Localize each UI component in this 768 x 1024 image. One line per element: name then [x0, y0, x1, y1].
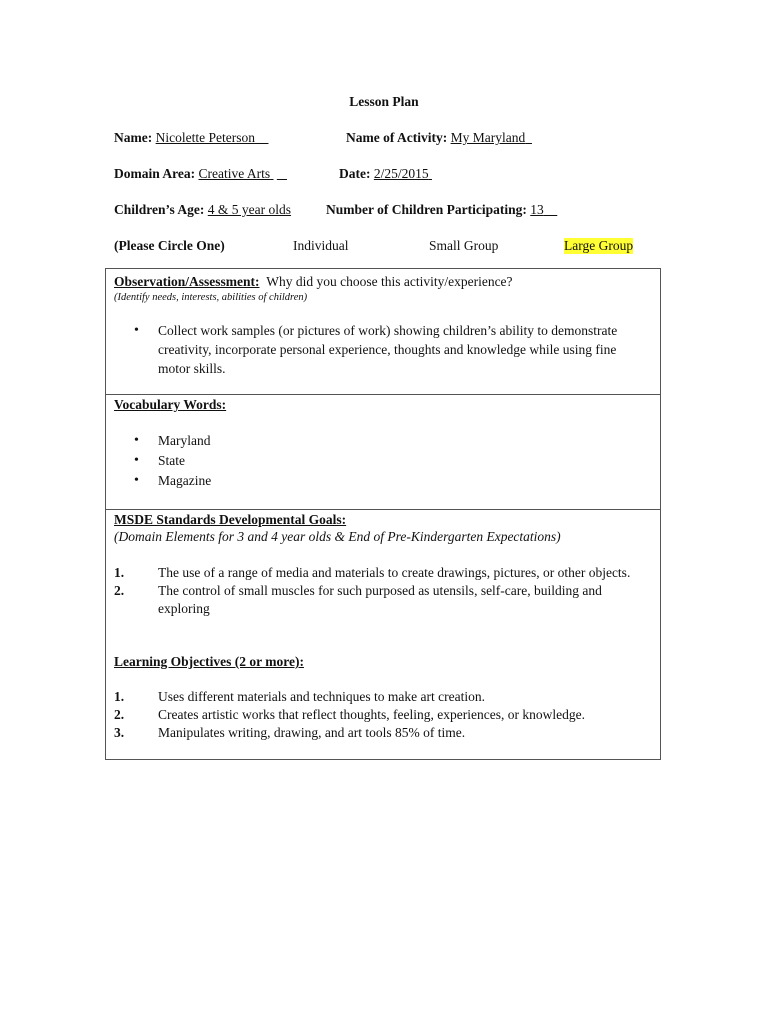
objective-text: Creates artistic works that reflect thoughts, feeling, experiences, or knowledge. [158, 707, 585, 722]
vocabulary-word: • Magazine [130, 471, 652, 491]
goal-text: The use of a range of media and materials to create drawings, pictures, or other objects. [158, 565, 631, 580]
objective-number: 3. [114, 725, 125, 740]
vocabulary-section [105, 394, 661, 510]
objective-text: Manipulates writing, drawing, and art tools 85% of time. [158, 725, 466, 740]
objective-item [114, 724, 652, 742]
objective-number: 1. [114, 689, 125, 704]
name-value: Nicolette Peterson [155, 130, 255, 145]
objectives-heading: Learning Objectives (2 or more): [114, 654, 304, 669]
vocabulary-word: • State [130, 451, 652, 471]
count-value: 13 [530, 202, 544, 217]
objectives-list [114, 688, 652, 742]
objective-number: 2. [114, 707, 125, 722]
observation-section [105, 268, 661, 395]
observation-list [130, 321, 650, 378]
goal-number: 2. [114, 583, 125, 598]
name-row [114, 130, 268, 146]
age-label: Children’s Age: [114, 202, 205, 217]
observation-heading: Observation/Assessment: [114, 274, 260, 289]
date-value: 2/25/2015 [373, 166, 429, 181]
goal-item [114, 582, 652, 618]
domain-row [114, 166, 287, 182]
vocabulary-list [130, 431, 652, 491]
observation-note: (Identify needs, interests, abilities of children) [114, 292, 308, 303]
standards-heading: MSDE Standards Developmental Goals: [114, 512, 347, 527]
standards-subheading: (Domain Elements for 3 and 4 year olds & End of Pre-Kindergarten Expectations) [114, 529, 561, 544]
count-label: Number of Children Participating: [326, 202, 527, 217]
standards-section [105, 509, 661, 760]
page-title: Lesson Plan [349, 94, 419, 109]
observation-question: Why did you choose this activity/experience? [266, 274, 513, 289]
goals-list [114, 564, 652, 618]
circle-label: (Please Circle One) [114, 238, 225, 253]
age-row [114, 202, 291, 218]
vocabulary-word: • Maryland [130, 431, 652, 451]
goal-number: 1. [114, 565, 125, 580]
option-individual: Individual [293, 238, 349, 253]
circle-row [114, 238, 225, 254]
objective-item [114, 706, 652, 724]
goal-text: The control of small muscles for such purposed as utensils, self-care, building and exploring [158, 583, 602, 616]
option-large-group: Large Group [564, 238, 634, 253]
goal-item [114, 564, 652, 582]
domain-label: Domain Area: [114, 166, 196, 181]
activity-label: Name of Activity: [346, 130, 448, 145]
activity-row [346, 130, 532, 146]
option-small-group: Small Group [429, 238, 499, 253]
activity-value: My Maryland [450, 130, 526, 145]
vocabulary-heading: Vocabulary Words: [114, 397, 227, 412]
count-row [326, 202, 557, 218]
date-row [339, 166, 432, 182]
age-value: 4 & 5 year olds [207, 202, 292, 217]
objective-item [114, 688, 652, 706]
objective-text: Uses different materials and techniques to make art creation. [158, 689, 485, 704]
domain-value: Creative Arts [198, 166, 271, 181]
date-label: Date: [339, 166, 371, 181]
observation-bullet: • Collect work samples (or pictures of work) showing children’s ability to demonstrate creativity, incorporate personal experience, thoughts and knowledge while using fine motor skills. [130, 321, 650, 378]
name-label: Name: [114, 130, 153, 145]
